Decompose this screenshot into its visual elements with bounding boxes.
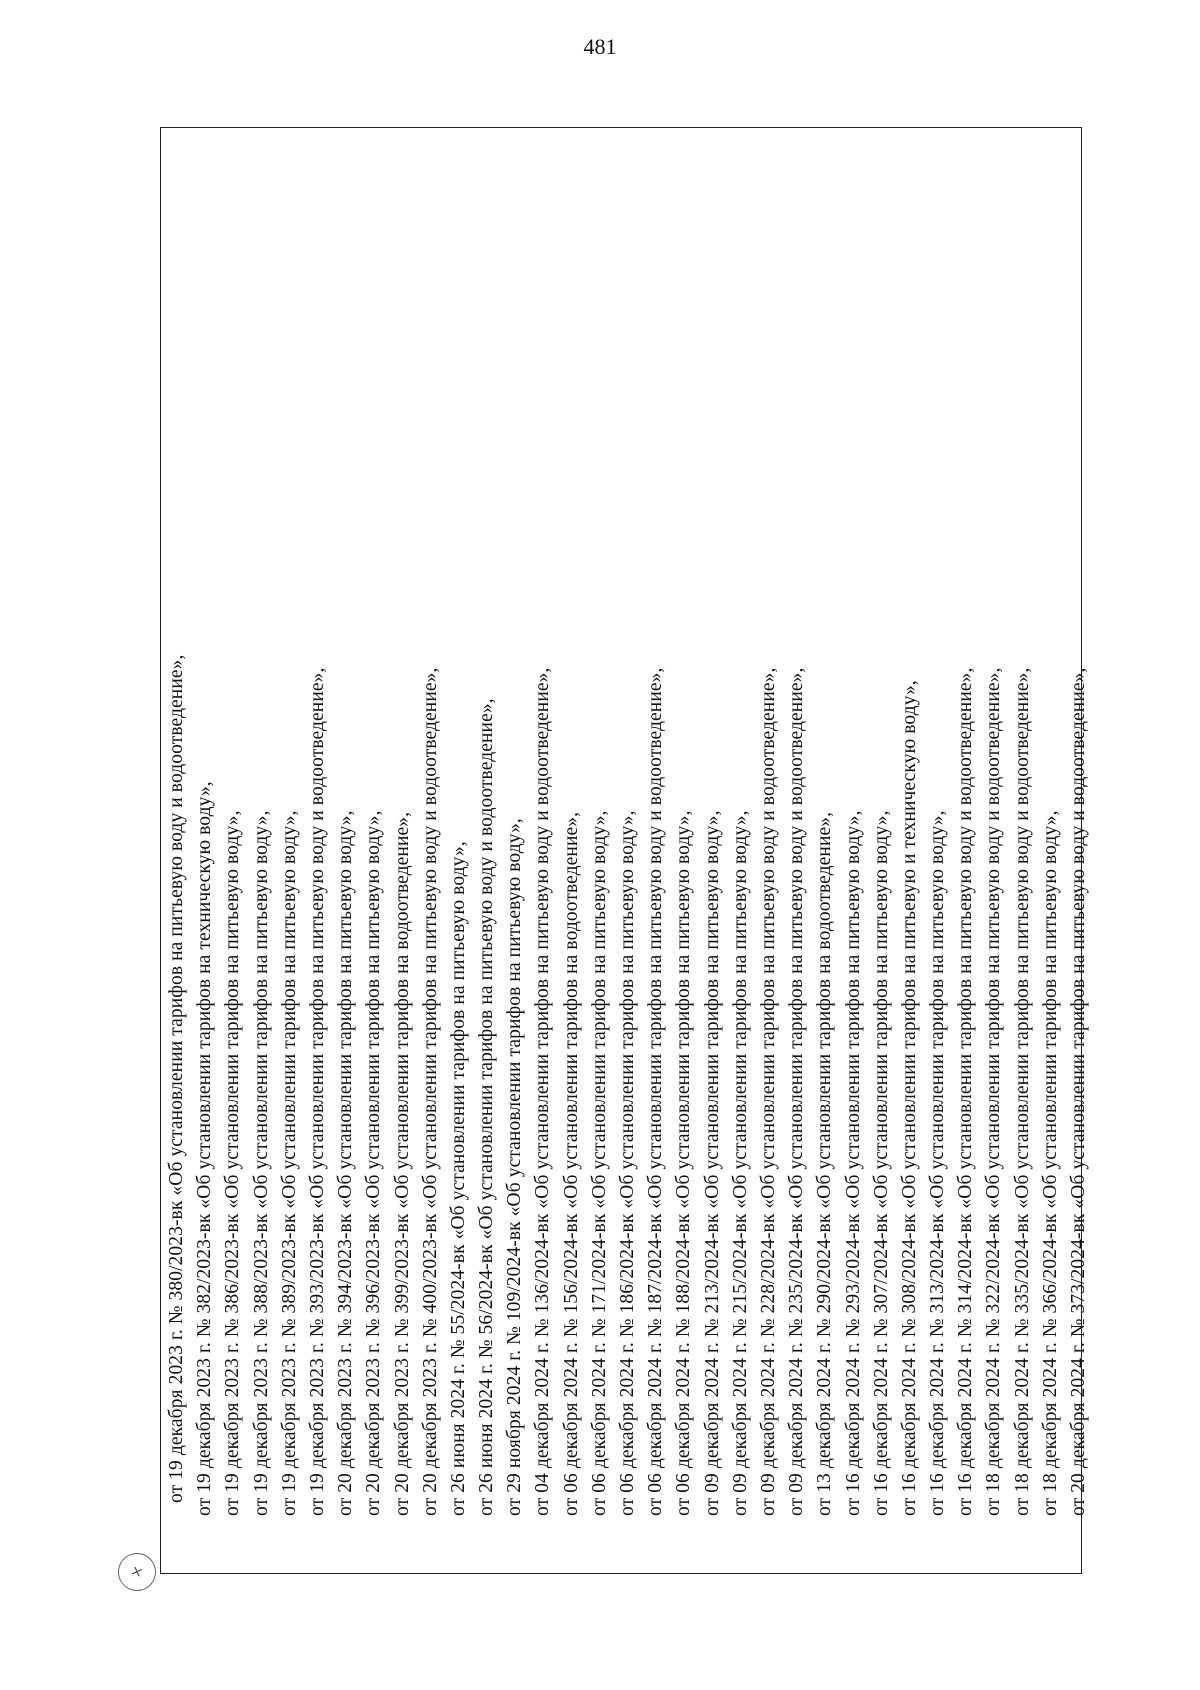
resolution-list <box>163 76 1093 1516</box>
list-item: от 20 декабря 2023 г. № 396/2023-вк «Об установлении тарифов на питьевую воду», <box>363 810 385 1516</box>
list-item: от 19 декабря 2023 г. № 393/2023-вк «Об установлении тарифов на питьевую воду и водоотведение», <box>306 667 328 1516</box>
handwritten-plus-stamp <box>112 1547 162 1597</box>
list-item: от 20 декабря 2024 г. № 373/2024-вк «Об установлении тарифов на питьевую воду и водоотведение», <box>1068 667 1089 1516</box>
list-item: от 26 июня 2024 г. № 55/2024-вк «Об установлении тарифов на питьевую воду», <box>447 841 469 1516</box>
list-item: от 20 декабря 2023 г. № 400/2023-вк «Об установлении тарифов на питьевую воду и водоотведение», <box>419 667 441 1516</box>
plus-mark: + <box>124 1557 149 1587</box>
list-item: от 18 декабря 2024 г. № 335/2024-вк «Об установлении тарифов на питьевую воду и водоотведение», <box>1011 667 1033 1516</box>
list-item: от 20 декабря 2023 г. № 399/2023-вк «Об установлении тарифов на водоотведение», <box>391 811 413 1516</box>
list-item: от 09 декабря 2024 г. № 215/2024-вк «Об установлении тарифов на питьевую воду», <box>729 810 751 1516</box>
page-number: 481 <box>583 34 617 59</box>
list-item: от 06 декабря 2024 г. № 187/2024-вк «Об установлении тарифов на питьевую воду и водоотведение», <box>645 667 667 1516</box>
list-item: от 18 декабря 2024 г. № 366/2024-вк «Об установлении тарифов на питьевую воду», <box>1039 810 1061 1516</box>
list-item: от 09 декабря 2024 г. № 235/2024-вк «Об установлении тарифов на питьевую воду и водоотведение», <box>786 667 808 1516</box>
list-item: от 06 декабря 2024 г. № 186/2024-вк «Об установлении тарифов на питьевую воду», <box>617 810 638 1516</box>
list-item: от 04 декабря 2024 г. № 136/2024-вк «Об установлении тарифов на питьевую воду и водоотведение», <box>532 667 554 1516</box>
list-item: от 06 декабря 2024 г. № 156/2024-вк «Об установлении тарифов на водоотведение», <box>560 811 582 1516</box>
list-item: от 18 декабря 2024 г. № 322/2024-вк «Об установлении тарифов на питьевую воду и водоотведение», <box>983 667 1005 1516</box>
list-item: от 19 декабря 2023 г. № 380/2023-вк «Об установлении тарифов на питьевую воду и водоотведение», <box>166 654 187 1503</box>
list-item: от 06 декабря 2024 г. № 171/2024-вк «Об установлении тарифов на питьевую воду», <box>588 810 610 1516</box>
list-item: от 20 декабря 2023 г. № 394/2023-вк «Об установлении тарифов на питьевую воду», <box>335 810 357 1516</box>
list-item: от 16 декабря 2024 г. № 313/2024-вк «Об установлении тарифов на питьевую воду», <box>927 810 949 1516</box>
list-item: от 06 декабря 2024 г. № 188/2024-вк «Об установлении тарифов на питьевую воду», <box>673 810 695 1516</box>
list-item: от 09 декабря 2024 г. № 213/2024-вк «Об установлении тарифов на питьевую воду», <box>701 810 723 1516</box>
list-item: от 26 июня 2024 г. № 56/2024-вк «Об установлении тарифов на питьевую воду и водоотведение», <box>476 698 498 1516</box>
list-item: от 09 декабря 2024 г. № 228/2024-вк «Об установлении тарифов на питьевую воду и водоотведение», <box>757 667 779 1516</box>
list-item: от 16 декабря 2024 г. № 307/2024-вк «Об установлении тарифов на питьевую воду», <box>870 810 892 1516</box>
list-item: от 19 декабря 2023 г. № 389/2023-вк «Об установлении тарифов на питьевую воду», <box>278 810 300 1516</box>
list-item: от 16 декабря 2024 г. № 293/2024-вк «Об установлении тарифов на питьевую воду», <box>842 810 864 1516</box>
list-item: от 13 декабря 2024 г. № 290/2024-вк «Об установлении тарифов на водоотведение», <box>814 811 836 1516</box>
list-item: от 19 декабря 2023 г. № 386/2023-вк «Об установлении тарифов на питьевую воду», <box>222 810 244 1516</box>
list-item: от 29 ноября 2024 г. № 109/2024-вк «Об установлении тарифов на питьевую воду», <box>504 818 526 1516</box>
list-item: от 16 декабря 2024 г. № 314/2024-вк «Об установлении тарифов на питьевую воду и водоотведение», <box>955 667 977 1516</box>
list-item: от 16 декабря 2024 г. № 308/2024-вк «Об установлении тарифов на питьевую и техническую воду», <box>898 680 920 1516</box>
list-item: от 19 декабря 2023 г. № 388/2023-вк «Об установлении тарифов на питьевую воду», <box>250 810 272 1516</box>
list-item: от 19 декабря 2023 г. № 382/2023-вк «Об установлении тарифов на техническую воду», <box>194 781 216 1516</box>
